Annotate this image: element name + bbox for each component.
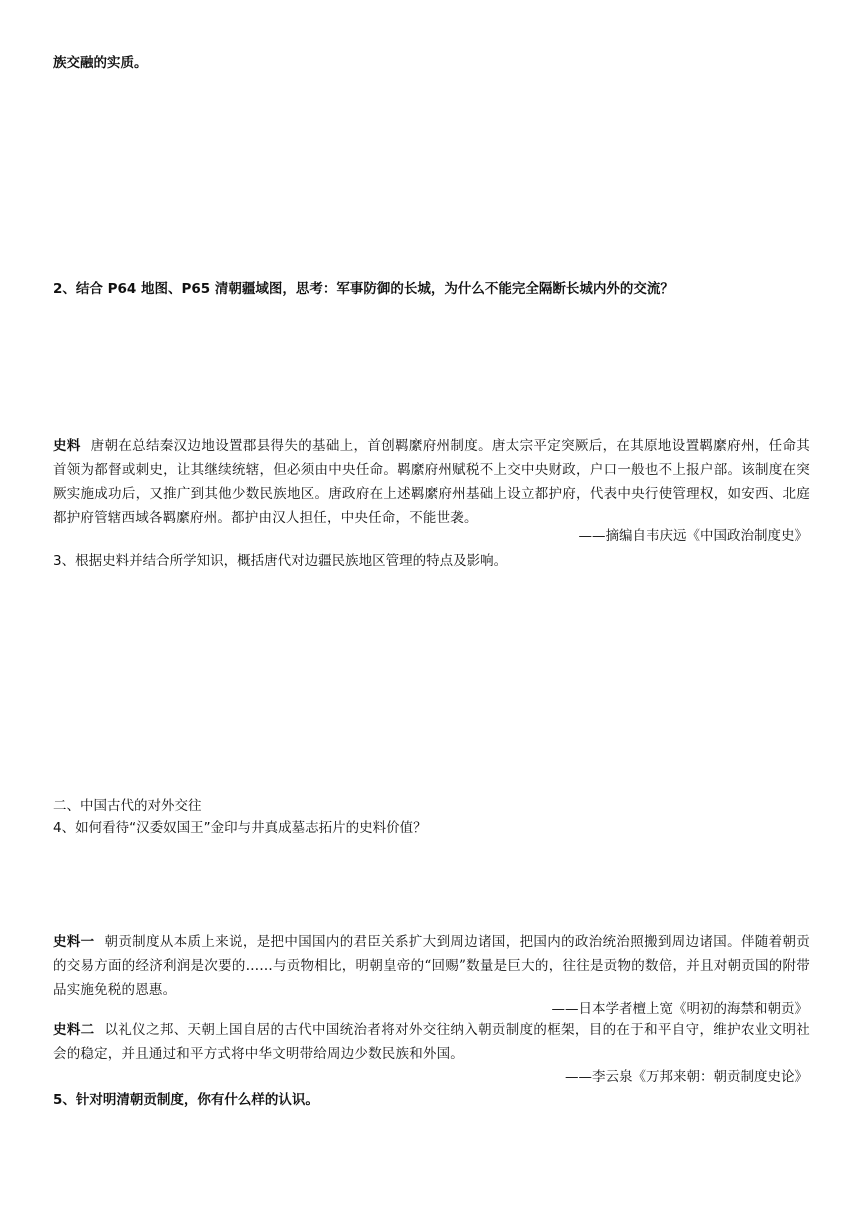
- question-2: 2、结合 P64 地图、P65 清朝疆域图，思考：军事防御的长城，为什么不能完全隔断长城内外的交流？: [53, 281, 674, 297]
- question-3: 3、根据史料并结合所学知识，概括唐代对边疆民族地区管理的特点及影响。: [53, 553, 508, 569]
- section-heading: 二、中国古代的对外交往: [53, 798, 202, 814]
- source-citation: ——日本学者檀上宽《明初的海禁和朝贡》: [551, 1001, 808, 1017]
- source-text: 唐朝在总结秦汉边地设置郡县得失的基础上，首创羁縻府州制度。唐太宗平定突厥后，在其原地设置羁縻府州，任命其首领为都督或刺史，让其继续统辖，但必须由中央任命。羁縻府州赋税不上交中央财政，户口一般也不上报户部。该制度在突厥实施成功后，又推广到其他少数民族地区。唐政府在上述羁縻府州基础上设立都护府，代表中央行使管理权，如安西、北庭都护府管辖西域各羁縻府州。都护由汉人担任，中央任命，不能世袭。: [53, 438, 810, 526]
- source-label: 史料二: [53, 1022, 95, 1038]
- question-5: 5、针对明清朝贡制度，你有什么样的认识。: [53, 1092, 319, 1108]
- source-label: 史料一: [53, 934, 95, 950]
- source-2-paragraph: [53, 1018, 810, 1066]
- source-citation: ——摘编自韦庆远《中国政治制度史》: [578, 528, 808, 544]
- source-citation: ——李云泉《万邦来朝：朝贡制度史论》: [565, 1069, 808, 1085]
- source-text: 以礼仪之邦、天朝上国自居的古代中国统治者将对外交往纳入朝贡制度的框架，目的在于和平自守，维护农业文明社会的稳定，并且通过和平方式将中华文明带给周边少数民族和外国。: [53, 1022, 810, 1062]
- source-tang-paragraph: [53, 434, 810, 530]
- source-label: 史料: [53, 438, 81, 454]
- question-4: 4、如何看待“汉委奴国王”金印与井真成墓志拓片的史料价值？: [53, 820, 427, 836]
- source-1-paragraph: [53, 930, 810, 1002]
- source-text: 朝贡制度从本质上来说，是把中国国内的君臣关系扩大到周边诸国，把国内的政治统治照搬到周边诸国。伴随着朝贡的交易方面的经济利润是次要的……与贡物相比，明朝皇帝的“回赐”数量是巨大的，往往是贡物的数倍，并且对朝贡国的附带品实施免税的恩惠。: [53, 934, 810, 998]
- question-fragment: 族交融的实质。: [53, 55, 148, 71]
